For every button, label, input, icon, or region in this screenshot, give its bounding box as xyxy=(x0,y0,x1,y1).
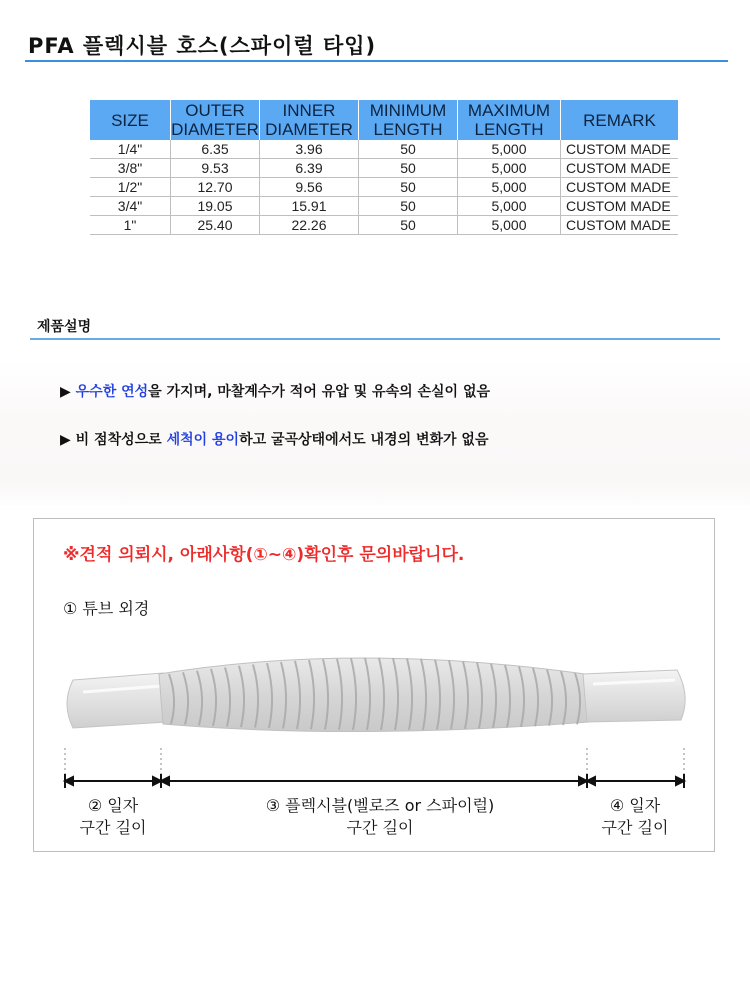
cell-outer: 12.70 xyxy=(171,178,260,197)
cell-size: 3/4" xyxy=(90,197,171,216)
cell-outer: 9.53 xyxy=(171,159,260,178)
cell-min: 50 xyxy=(359,159,458,178)
segment-4-label: ④ 일자 구간 길이 xyxy=(601,796,669,837)
feature-item xyxy=(60,429,488,449)
notice-title: ※견적 의뢰시, 아래사항(①~④)확인후 문의바랍니다. xyxy=(63,545,465,565)
cell-max: 5,000 xyxy=(458,178,561,197)
table-row xyxy=(90,140,678,159)
hose-right-straight xyxy=(583,670,685,722)
tube-od-label: ① 튜브 외경 xyxy=(63,599,150,618)
col-inner-diameter: INNER DIAMETER xyxy=(260,100,359,140)
feature-highlight: 세척이 용이 xyxy=(166,432,240,448)
feature-text: 을 가지며, 마찰계수가 적어 유압 및 유속의 손실이 없음 xyxy=(148,384,490,400)
cell-max: 5,000 xyxy=(458,216,561,235)
cell-size: 1" xyxy=(90,216,171,235)
cell-remark: CUSTOM MADE xyxy=(561,216,679,235)
segment-2-label: ② 일자 구간 길이 xyxy=(79,796,147,837)
cell-min: 50 xyxy=(359,140,458,159)
cell-remark: CUSTOM MADE xyxy=(561,140,679,159)
cell-outer: 6.35 xyxy=(171,140,260,159)
feature-item xyxy=(60,381,490,401)
cell-outer: 19.05 xyxy=(171,197,260,216)
cell-max: 5,000 xyxy=(458,140,561,159)
guide-lines xyxy=(65,748,684,780)
dimension-arrows xyxy=(65,774,684,788)
title-divider xyxy=(25,60,728,62)
cell-max: 5,000 xyxy=(458,197,561,216)
cell-remark: CUSTOM MADE xyxy=(561,159,679,178)
triangle-bullet-icon: ▶ xyxy=(60,432,71,448)
table-header-row xyxy=(90,100,678,140)
cell-size: 1/4" xyxy=(90,140,171,159)
feature-text: 하고 굴곡상태에서도 내경의 변화가 없음 xyxy=(239,432,489,448)
cell-min: 50 xyxy=(359,178,458,197)
table-row xyxy=(90,159,678,178)
cell-max: 5,000 xyxy=(458,159,561,178)
cell-size: 3/8" xyxy=(90,159,171,178)
table-row xyxy=(90,216,678,235)
hose-diagram xyxy=(55,640,695,790)
cell-inner: 15.91 xyxy=(260,197,359,216)
cell-inner: 9.56 xyxy=(260,178,359,197)
section-divider xyxy=(30,338,720,340)
page-title: PFA 플렉시블 호스(스파이럴 타입) xyxy=(28,34,377,58)
table-row xyxy=(90,197,678,216)
cell-inner: 6.39 xyxy=(260,159,359,178)
col-size: SIZE xyxy=(90,100,171,140)
triangle-bullet-icon: ▶ xyxy=(60,384,71,400)
cell-inner: 3.96 xyxy=(260,140,359,159)
cell-inner: 22.26 xyxy=(260,216,359,235)
cell-min: 50 xyxy=(359,197,458,216)
hose-left-straight xyxy=(67,673,167,728)
feature-highlight: 우수한 연성 xyxy=(75,384,149,400)
section-title: 제품설명 xyxy=(37,319,92,335)
cell-min: 50 xyxy=(359,216,458,235)
hose-flexible-section xyxy=(159,658,589,732)
cell-remark: CUSTOM MADE xyxy=(561,197,679,216)
feature-text: 비 점착성으로 xyxy=(75,432,167,448)
col-remark: REMARK xyxy=(561,100,679,140)
segment-3-label: ③ 플렉시블(벨로즈 or 스파이럴) 구간 길이 xyxy=(265,796,495,837)
col-minimum-length: MINIMUM LENGTH xyxy=(359,100,458,140)
col-outer-diameter: OUTER DIAMETER xyxy=(171,101,259,139)
table-row xyxy=(90,178,678,197)
spec-table xyxy=(90,100,678,235)
cell-remark: CUSTOM MADE xyxy=(561,178,679,197)
cell-size: 1/2" xyxy=(90,178,171,197)
cell-outer: 25.40 xyxy=(171,216,260,235)
col-maximum-length: MAXIMUM LENGTH xyxy=(458,100,561,140)
